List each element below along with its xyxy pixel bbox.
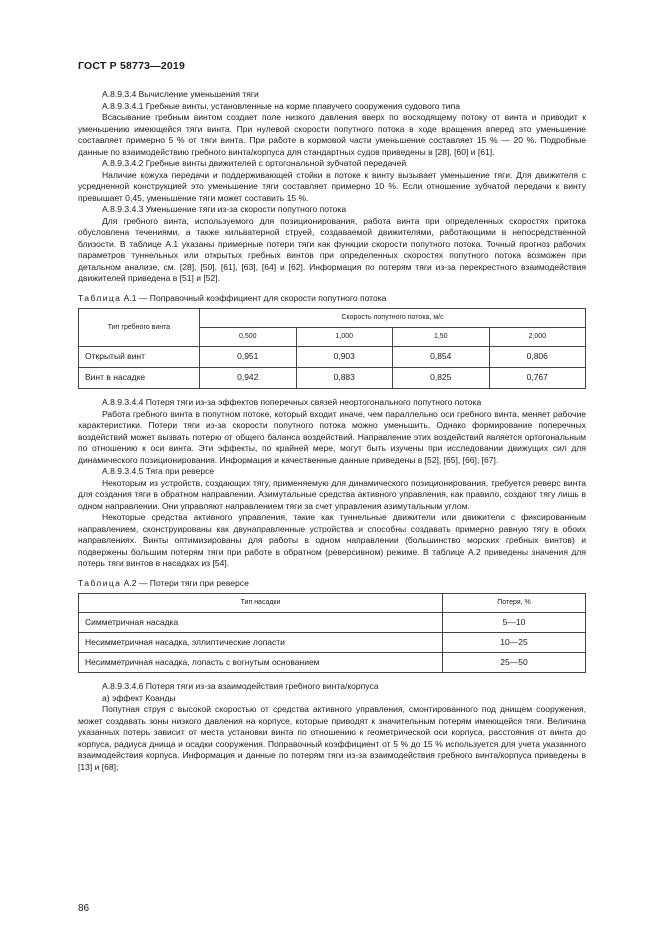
- heading-a893346: А.8.9.3.4.6 Потеря тяги из-за взаимодействия гребного винта/корпуса: [102, 681, 379, 691]
- table-cell: Открытый винт: [79, 347, 200, 368]
- table-row: [79, 633, 586, 653]
- table-cell: Несимметричная насадка, эллиптические лопасти: [79, 633, 443, 653]
- table-row: [79, 347, 586, 368]
- paragraph: Работа гребного винта в попутном потоке, который входит иначе, чем параллельно оси гребного винта, меняет рабочие характеристики. Потери тяги из-за скорости попутного потока можно уменьшить. Однако формирование поперечных воздействий может вызвать потерю от общего баланса воздействий. Направление этих воздействий является ортогональным по отношению к оси винта. Эти эффекты, по крайней мере, могут быть изучены при исследовании движущих сил для динамического позиционирования. Информация и качественные данные приведены в [52], [65], [66], [67].: [78, 408, 586, 465]
- table-1-caption: [78, 293, 586, 305]
- table-cell: Несимметричная насадка, лопасть с вогнутым основанием: [79, 653, 443, 673]
- table-row: [79, 653, 586, 673]
- table-cell: 0,883: [296, 368, 393, 389]
- table-row: [79, 368, 586, 389]
- table-cell: Симметричная насадка: [79, 613, 443, 633]
- table-1: [78, 308, 586, 389]
- table-2-caption-prefix: Таблица: [78, 577, 122, 588]
- table-cell: 0,854: [393, 347, 490, 368]
- table-cell: 0,806: [489, 347, 586, 368]
- list-item: а) эффект Коанды: [102, 692, 176, 703]
- table-cell: 25—50: [443, 653, 586, 673]
- paragraph: Некоторые средства активного управления, такие как туннельные движители или движители с фиксированным направлением, сконструированы как двунаправленные устройства и способны создавать примерно равную тягу в обоих направлениях. Винты оптимизированы для работы в одном направлении (большинство морских гребных винтов) и подвержены большим потерям тяги при работе в обратном (реверсивном) режиме. В таблице А.2 приведены значения для потерь тяги винтов в насадках из [54].: [78, 512, 586, 568]
- table-1-col-header: Тип гребного винта: [79, 309, 200, 347]
- table-1-group-header: Скорость попутного потока, м/с: [200, 309, 586, 328]
- table-cell: 0,825: [393, 368, 490, 389]
- table-cell: 5—10: [443, 613, 586, 633]
- page-number: 86: [78, 903, 90, 914]
- heading-a89334: А.8.9.3.4 Вычисление уменьшения тяги: [102, 89, 259, 99]
- table-cell: Винт в насадке: [79, 368, 200, 389]
- table-2: [78, 593, 586, 673]
- heading-a893342: А.8.9.3.4.2 Гребные винты движителей с ортогональной зубчатой передачей: [102, 158, 407, 168]
- paragraph: Попутная струя с высокой скоростью от средства активного управления, смонтированного под днищем сооружения, может создавать зоны низкого давления на корпусе, которые приводят к значительным потерям имеющейся тяги. Величина указанных потерь зависит от места установки винта по отношению к геометрической оси корпуса, расстояния от винта до корпуса, радиуса днища и осадки сооружения. Поправочный коэффициент от 5 % до 15 % используется для учета указанного взаимодействия корпуса. Информация и данные по потерям тяги из-за взаимодействия гребного винта/корпуса приведены в [13] и [68];: [78, 704, 586, 772]
- heading-a893341: А.8.9.3.4.1 Гребные винты, установленные на корме плавучего сооружения судового типа: [102, 100, 460, 111]
- table-2-col-header: Потеря, %: [443, 594, 586, 613]
- table-1-speed-header: 2,000: [489, 328, 586, 347]
- table-row: [79, 613, 586, 633]
- page-header: ГОСТ Р 58773—2019: [78, 60, 186, 72]
- page-content: [78, 89, 586, 773]
- table-2-caption-text: А.2 — Потери тяги при реверсе: [121, 577, 249, 588]
- table-2-caption: [78, 578, 586, 590]
- table-cell: 10—25: [443, 633, 586, 653]
- table-1-speed-header: 1,50: [393, 328, 490, 347]
- paragraph: Всасывание гребным винтом создает поле низкого давления вверх по восходящему потоку от винта и приводит к уменьшению имеющейся тяги винта. При нулевой скорости попутного потока в ходе вращения вперед это уменьшение составляет примерно 5 % от тяги винта. При работе в кормовой части уменьшение составляет 15 % — 20 %. Подробные данные по взаимодействию гребного винта/корпуса для стандартных судов приведены в [28], [60] и [61].: [78, 112, 586, 157]
- heading-a893344: А.8.9.3.4.4 Потеря тяги из-за эффектов поперечных связей неортогонального попутного потока: [102, 397, 482, 407]
- table-1-caption-prefix: Таблица: [78, 292, 122, 303]
- table-cell: 0,903: [296, 347, 393, 368]
- table-cell: 0,942: [200, 368, 297, 389]
- table-1-caption-text: А.1 — Поправочный коэффициент для скорости попутного потока: [121, 292, 387, 303]
- table-2-col-header: Тип насадки: [79, 594, 443, 613]
- table-1-speed-header: 0,500: [200, 328, 297, 347]
- table-cell: 0,951: [200, 347, 297, 368]
- table-1-speed-header: 1,000: [296, 328, 393, 347]
- heading-a893345: А.8.9.3.4.5 Тяга при реверсе: [102, 466, 215, 476]
- table-cell: 0,767: [489, 368, 586, 389]
- heading-a893343: А.8.9.3.4.3 Уменьшение тяги из-за скорости попутного потока: [102, 204, 347, 214]
- paragraph: Для гребного винта, используемого для позиционирования, работа винта при определенных скоростях притока обусловлена течениями, а также кильватерной струей, создаваемой движителями, работающими в непосредственной близости. В таблице А.1 указаны примерные потери тяги как функции скорости попутного потока. Точный прогноз рабочих параметров туннельных или открытых гребных винтов при определенных скоростях попутного потока возможен при детальном анализе, см. [28], [50], [61], [63], [64] и [62]. Информация по потерям тяги из-за перекрестного взаимодействия движителей приведена в [51] и [52].: [78, 215, 586, 283]
- paragraph: Некоторым из устройств, создающих тягу, применяемую для динамического позиционирования, требуется реверс винта для создания тяги в обратном направлении. Азимутальные средства активного управления, как правило, создают тягу лишь в одном направлении. Они управляют направлением тяги за счет управления азимутальным углом.: [78, 477, 586, 511]
- paragraph: Наличие кожуха передачи и поддерживающей стойки в потоке к винту вызывает уменьшение тяги. Для движителя с усредненной конструкцией это уменьшение тяги составляет примерно 10 %. Если отношение зубчатой передачи к винту превышает 0,45, уменьшение тяги может составить 15 %.: [78, 169, 586, 203]
